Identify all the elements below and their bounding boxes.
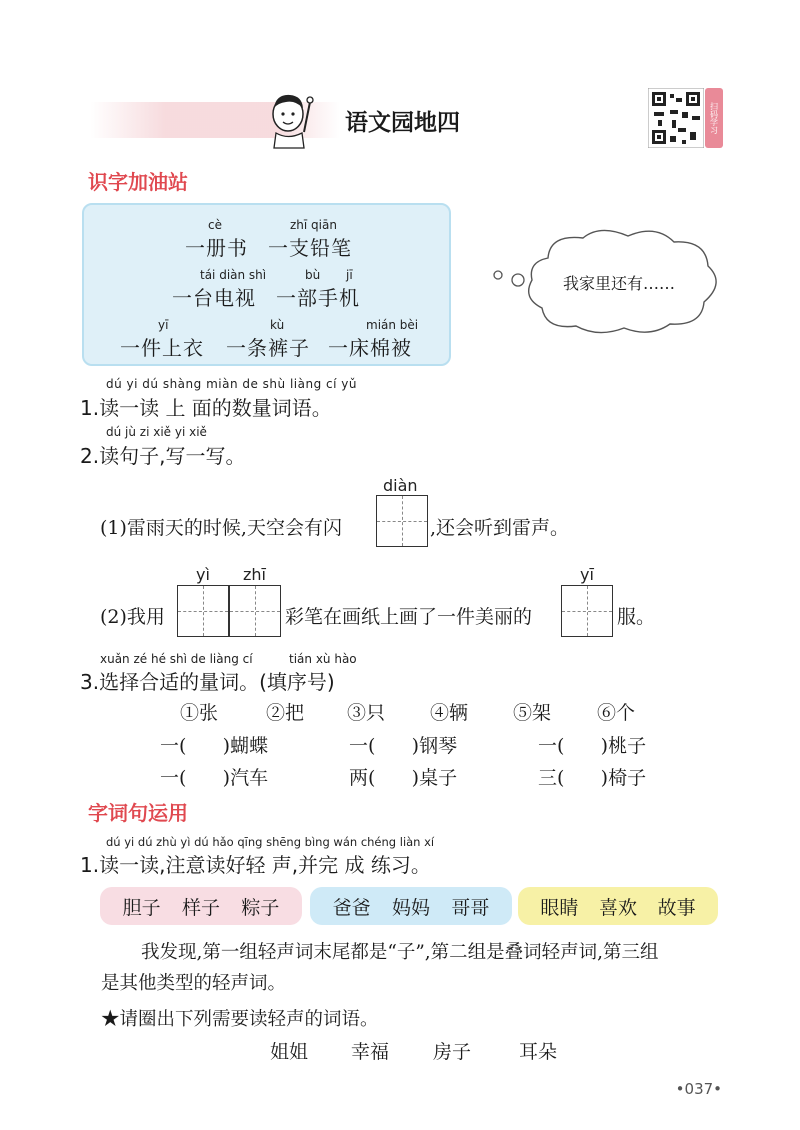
- pinyin-taidianshi: tái diàn shì: [200, 268, 267, 282]
- blank-yizi[interactable]: 三( )椅子: [538, 767, 647, 789]
- word-baba: 爸爸: [332, 896, 371, 919]
- word-xihuan: 喜欢: [598, 896, 637, 919]
- phrase-yitaidianshi: 一台电视: [172, 286, 256, 310]
- writing-box-yi2[interactable]: [561, 585, 613, 637]
- phrase-yitiaokuzi: 一条裤子: [226, 336, 310, 360]
- pill-group-zi: [100, 887, 302, 925]
- word-mama: 妈妈: [391, 896, 430, 919]
- q3-pinyin-a: xuǎn zé hé shì de liàng cí: [100, 652, 253, 666]
- section-title-usage: 字词句运用: [88, 801, 188, 825]
- pill-group-reduplication: [310, 887, 512, 925]
- word-yanjing: 眼睛: [540, 896, 579, 919]
- option-5: ⑤架: [513, 702, 552, 724]
- page-title: 语文园地四: [345, 110, 460, 136]
- word-danzi: 胆子: [122, 896, 161, 919]
- s2-q1-pinyin: dú yi dú zhù yì dú hǎo qīng shēng bìng wán chéng liàn xí: [106, 835, 435, 849]
- blank-hudie[interactable]: 一( )蝴蝶: [160, 735, 269, 757]
- task-instruction: ★请圈出下列需要读轻声的词语。: [101, 1009, 379, 1030]
- s1-box-pinyin: diàn: [383, 476, 418, 495]
- q1-text: 1.读一读 上 面的数量词语。: [80, 396, 332, 420]
- sentence-2-before: (2)我用: [100, 606, 165, 628]
- q3-text: 3.选择合适的量词。(填序号): [80, 670, 335, 694]
- qr-tab-label: 扫码学习: [705, 88, 723, 148]
- pill-group-other: [518, 887, 718, 925]
- option-4: ④辆: [430, 702, 469, 724]
- pinyin-ce: cè: [208, 218, 222, 232]
- boy-mascot-icon: [262, 88, 320, 150]
- pinyin-zhiqian: zhī qiān: [290, 218, 337, 232]
- word-jiejie[interactable]: 姐姐: [270, 1041, 309, 1063]
- sentence-1-after: ,还会听到雷声。: [430, 517, 570, 539]
- pinyin-yi: yī: [158, 318, 169, 332]
- phrase-yijianshangyi: 一件上衣: [120, 336, 204, 360]
- s2-box2-pinyin: zhī: [243, 565, 266, 584]
- writing-box-zhi[interactable]: [229, 585, 281, 637]
- section-title-literacy: 识字加油站: [88, 170, 188, 194]
- option-2: ②把: [266, 702, 305, 724]
- word-erduo[interactable]: 耳朵: [519, 1041, 558, 1063]
- bubble-text: 我家里还有……: [563, 274, 676, 293]
- pinyin-ji: jī: [346, 268, 353, 282]
- word-zongzi: 粽子: [241, 896, 280, 919]
- word-gege: 哥哥: [451, 896, 490, 919]
- phrase-yibushouji: 一部手机: [276, 286, 360, 310]
- blank-taozi[interactable]: 一( )桃子: [538, 735, 647, 757]
- word-fangzi[interactable]: 房子: [433, 1041, 472, 1063]
- blank-qiche[interactable]: 一( )汽车: [160, 767, 269, 789]
- option-3: ③只: [347, 702, 386, 724]
- qr-code-icon[interactable]: [648, 88, 704, 148]
- q2-text: 2.读句子,写一写。: [80, 444, 246, 468]
- option-6: ⑥个: [597, 702, 636, 724]
- s2-box1-pinyin: yì: [196, 565, 210, 584]
- phrase-yizhiqianbi: 一支铅笔: [268, 236, 352, 260]
- blank-gangqin[interactable]: 一( )钢琴: [349, 735, 458, 757]
- q1-pinyin: dú yi dú shàng miàn de shù liàng cí yǔ: [106, 377, 357, 391]
- pinyin-mianbei: mián bèi: [366, 318, 419, 332]
- writing-box-yi[interactable]: [177, 585, 229, 637]
- sentence-2-after: 服。: [617, 606, 656, 628]
- phrase-yichuangmianbei: 一床棉被: [328, 336, 412, 360]
- word-yangzi: 样子: [181, 896, 220, 919]
- paragraph-line-2: 是其他类型的轻声词。: [101, 973, 287, 994]
- blank-zhuozi[interactable]: 两( )桌子: [349, 767, 458, 789]
- q3-pinyin-b: tián xù hào: [289, 652, 357, 666]
- s2-q1-text: 1.读一读,注意读好轻 声,并完 成 练习。: [80, 853, 431, 877]
- writing-box-dian[interactable]: [376, 495, 428, 547]
- phrase-yicece: 一册书: [185, 236, 248, 260]
- page-number: •037•: [675, 1080, 722, 1098]
- sentence-2-mid: 彩笔在画纸上画了一件美丽的: [285, 606, 533, 628]
- q2-pinyin: dú jù zi xiě yi xiě: [106, 425, 207, 439]
- s2-box3-pinyin: yī: [580, 565, 594, 584]
- word-xingfu[interactable]: 幸福: [351, 1041, 390, 1063]
- pinyin-ku: kù: [270, 318, 285, 332]
- sentence-1-before: (1)雷雨天的时候,天空会有闪: [100, 517, 342, 539]
- option-1: ①张: [180, 702, 219, 724]
- pinyin-bu: bù: [305, 268, 321, 282]
- word-gushi: 故事: [657, 896, 696, 919]
- paragraph-line-1: 我发现,第一组轻声词末尾都是“子”,第二组是叠词轻声词,第三组: [141, 942, 659, 963]
